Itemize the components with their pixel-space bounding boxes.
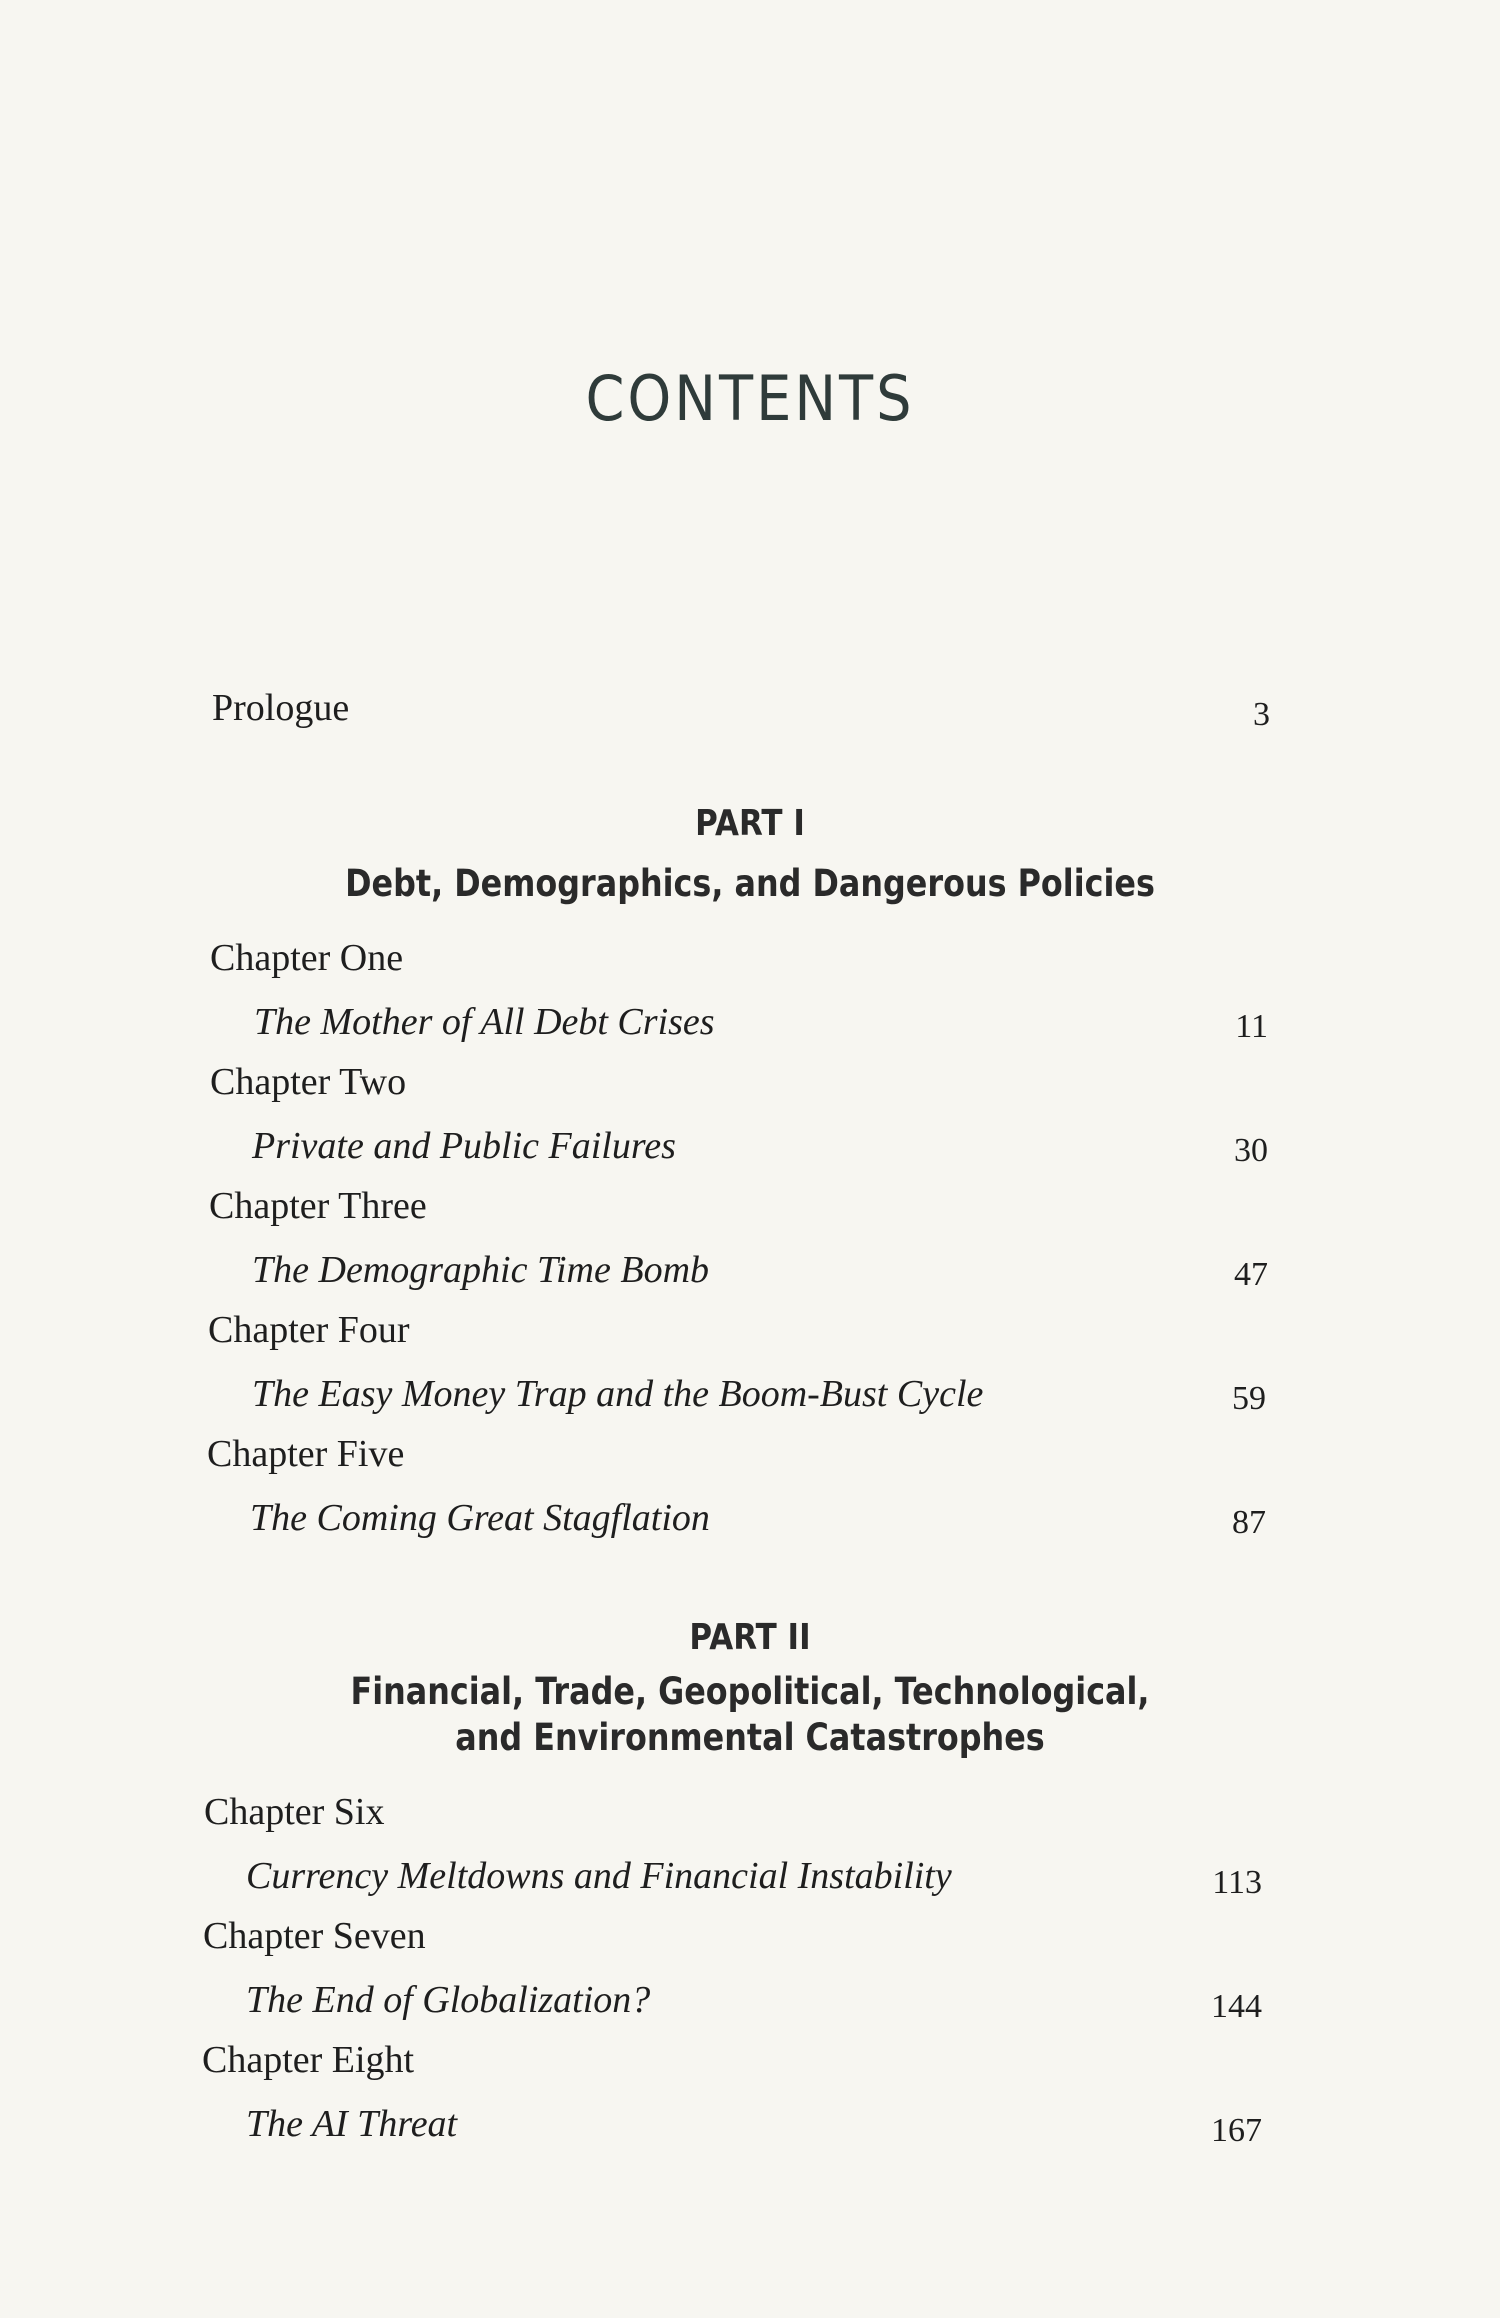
chapter-title: The End of Globalization? — [246, 1979, 651, 2021]
chapter-label: Chapter Two — [210, 1061, 407, 1103]
chapter-page-number: 59 — [1232, 1380, 1266, 1417]
chapter-title: The AI Threat — [246, 2103, 458, 2145]
part-1-heading: PART I — [695, 803, 805, 844]
part-2-heading: PART II — [689, 1617, 811, 1658]
chapter-page-number: 144 — [1211, 1988, 1262, 2025]
chapter-label: Chapter Seven — [203, 1915, 426, 1957]
chapter-label: Chapter One — [210, 937, 404, 979]
chapter-page-number: 87 — [1232, 1504, 1266, 1541]
part-2-subtitle-line-2: and Environmental Catastrophes — [455, 1716, 1045, 1759]
chapter-title: Private and Public Failures — [252, 1125, 676, 1167]
chapter-page-number: 47 — [1234, 1256, 1268, 1293]
prologue-page-number: 3 — [1253, 696, 1270, 733]
chapter-label: Chapter Five — [207, 1433, 405, 1475]
chapter-page-number: 167 — [1211, 2112, 1262, 2149]
chapter-label: Chapter Six — [204, 1791, 385, 1833]
chapter-page-number: 113 — [1212, 1864, 1262, 1901]
chapter-label: Chapter Four — [208, 1309, 410, 1351]
part-1-subtitle: Debt, Demographics, and Dangerous Policies — [345, 862, 1155, 905]
chapter-page-number: 30 — [1234, 1132, 1268, 1169]
part-2-subtitle-line-1: Financial, Trade, Geopolitical, Technological, — [350, 1670, 1150, 1713]
prologue-label: Prologue — [212, 687, 350, 729]
chapter-label: Chapter Three — [209, 1185, 427, 1227]
chapter-title: The Coming Great Stagflation — [250, 1497, 710, 1539]
page-title: CONTENTS — [585, 362, 915, 435]
chapter-title: The Easy Money Trap and the Boom-Bust Cycle — [252, 1373, 984, 1415]
chapter-page-number: 11 — [1235, 1008, 1268, 1045]
chapter-title: The Mother of All Debt Crises — [254, 1001, 715, 1043]
chapter-title: The Demographic Time Bomb — [252, 1249, 710, 1291]
chapter-label: Chapter Eight — [202, 2039, 415, 2081]
chapter-title: Currency Meltdowns and Financial Instability — [246, 1855, 952, 1897]
